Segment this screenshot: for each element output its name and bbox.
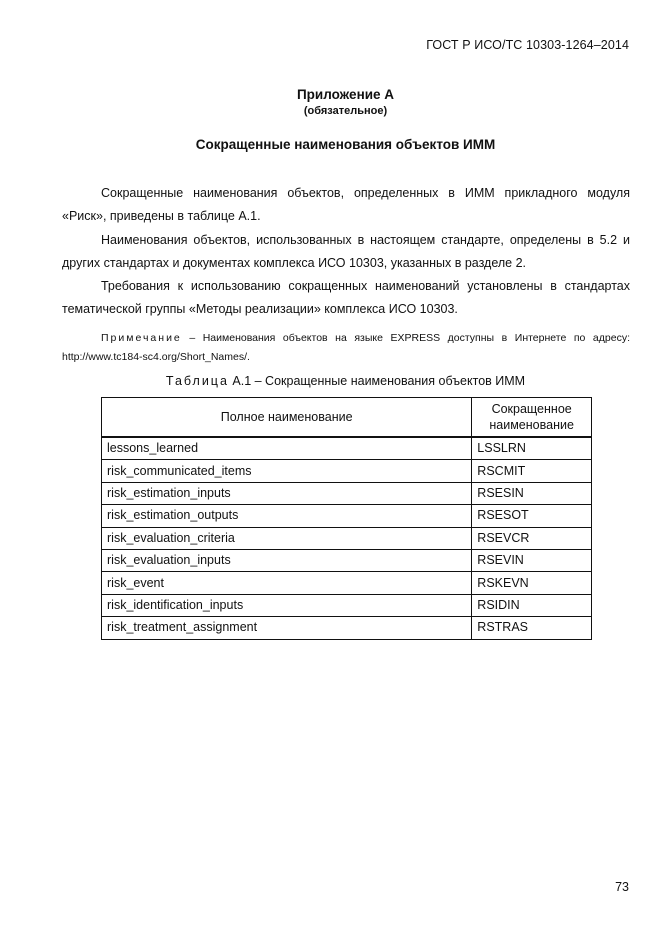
annex-title: Приложение А	[296, 87, 395, 102]
cell-short-name: RSTRAS	[472, 617, 592, 639]
table-row	[102, 460, 592, 482]
paragraph-3-text: Требования к использованию сокращенных наименований установлены в стандартах тематической группы «Методы реализации» комплекса ИСО 10303.	[62, 279, 630, 316]
cell-full-name: risk_evaluation_criteria	[102, 527, 472, 549]
cell-short-name: LSSLRN	[472, 437, 592, 460]
cell-short-name: RSEVCR	[472, 527, 592, 549]
table-row	[102, 505, 592, 527]
note	[62, 329, 630, 366]
table-row	[102, 437, 592, 460]
paragraph-1-text: Сокращенные наименования объектов, определенных в ИММ прикладного модуля «Риск», приведены в таблице А.1.	[62, 186, 630, 223]
note-label: Примечание	[101, 332, 182, 344]
cell-short-name: RSEVIN	[472, 549, 592, 571]
cell-full-name: risk_event	[102, 572, 472, 594]
note-text: – Наименования объектов на языке EXPRESS доступны в Интернете по адресу: http://www.tc184-sc4.org/Short_Names/.	[62, 332, 630, 363]
annex-subtitle: (обязательное)	[303, 105, 388, 117]
table-caption-text: А.1 – Сокращенные наименования объектов ИММ	[228, 374, 526, 388]
cell-full-name: risk_communicated_items	[102, 460, 472, 482]
cell-short-name: RSIDIN	[472, 594, 592, 616]
table-caption	[0, 374, 661, 388]
cell-full-name: risk_evaluation_inputs	[102, 549, 472, 571]
cell-short-name: RSCMIT	[472, 460, 592, 482]
table-row	[102, 482, 592, 504]
cell-full-name: risk_identification_inputs	[102, 594, 472, 616]
cell-short-name: RSKEVN	[472, 572, 592, 594]
table-caption-label: Таблица	[165, 374, 229, 388]
table-row	[102, 527, 592, 549]
cell-full-name: lessons_learned	[102, 437, 472, 460]
header-full-name: Полное наименование	[102, 398, 472, 438]
table-row	[102, 594, 592, 616]
table-header-row	[102, 398, 592, 438]
cell-short-name: RSESOT	[472, 505, 592, 527]
paragraph-1	[62, 182, 630, 227]
paragraph-2	[62, 229, 630, 274]
cell-full-name: risk_estimation_outputs	[102, 505, 472, 527]
cell-short-name: RSESIN	[472, 482, 592, 504]
table-row	[102, 549, 592, 571]
cell-full-name: risk_estimation_inputs	[102, 482, 472, 504]
page-header-standard: ГОСТ Р ИСО/ТС 10303-1264–2014	[426, 38, 629, 52]
cell-full-name: risk_treatment_assignment	[102, 617, 472, 639]
table-row	[102, 617, 592, 639]
paragraph-3	[62, 275, 630, 320]
page-number: 73	[615, 880, 629, 894]
short-names-table	[101, 397, 592, 640]
section-title: Сокращенные наименования объектов ИММ	[195, 137, 496, 152]
table-row	[102, 572, 592, 594]
header-short-name: Сокращенное наименование	[472, 398, 592, 438]
paragraph-2-text: Наименования объектов, использованных в настоящем стандарте, определены в 5.2 и других стандартах и документах комплекса ИСО 10303, указанных в разделе 2.	[62, 233, 630, 270]
